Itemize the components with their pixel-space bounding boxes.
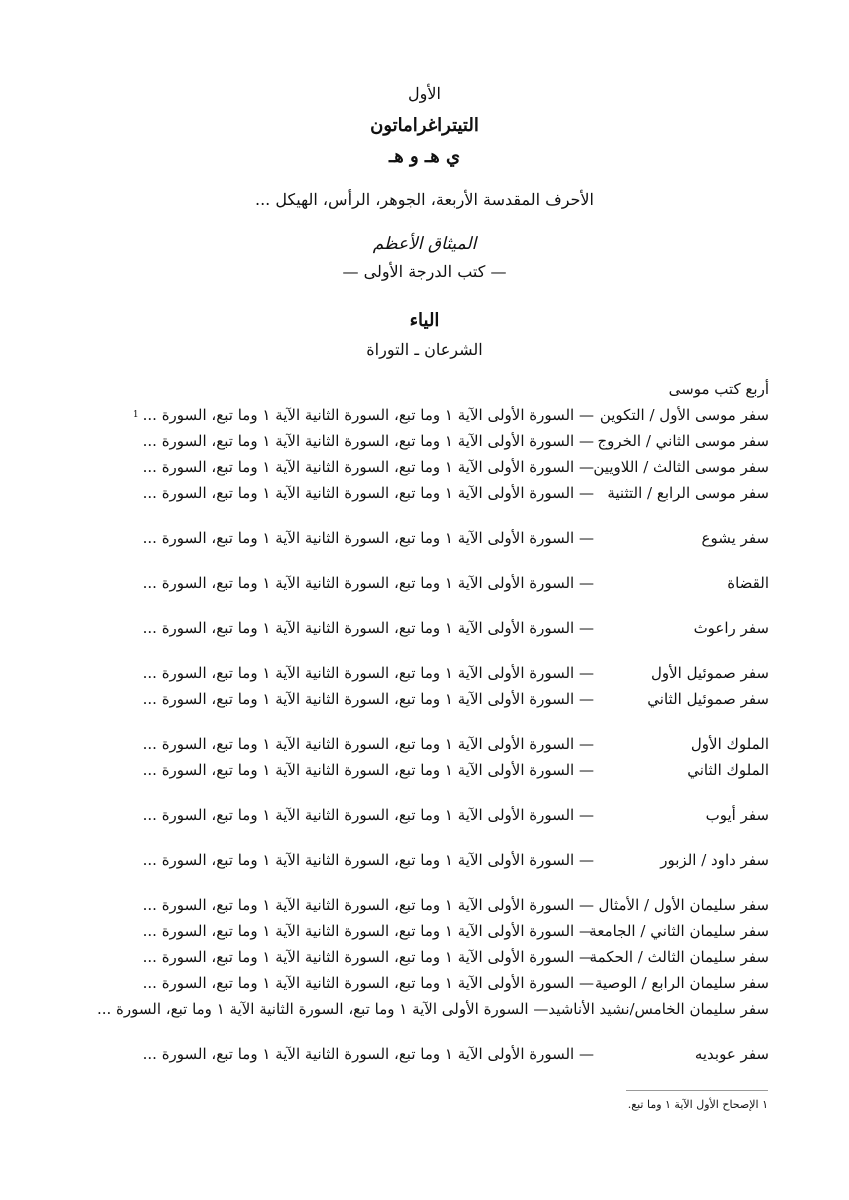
- book-name: سفر يشوع: [701, 529, 769, 547]
- book-chapters: — السورة الأولى الآية ١ وما تبع، السورة الثانية الآية ١ وما تبع، السورة ...: [142, 406, 594, 424]
- book-row: [69, 757, 769, 783]
- book-chapters: — السورة الأولى الآية ١ وما تبع، السورة الثانية الآية ١ وما تبع، السورة ...: [142, 806, 594, 824]
- footnote-text: الإصحاح الأول الآية ١ وما تبع.: [627, 1098, 759, 1111]
- book-row: [69, 918, 769, 944]
- book-group: [69, 525, 769, 551]
- book-name: سفر صموئيل الثاني: [647, 690, 769, 708]
- book-row: [69, 996, 769, 1022]
- book-chapters: — السورة الأولى الآية ١ وما تبع، السورة الثانية الآية ١ وما تبع، السورة ...: [142, 1045, 594, 1063]
- book-name: سفر سليمان الثالث / الحكمة: [589, 948, 769, 966]
- book-name: الملوك الثاني: [687, 761, 769, 779]
- book-chapters: — السورة الأولى الآية ١ وما تبع، السورة الثانية الآية ١ وما تبع، السورة ...: [142, 896, 594, 914]
- book-row: [69, 1041, 769, 1067]
- book-chapters: — السورة الأولى الآية ١ وما تبع، السورة الثانية الآية ١ وما تبع، السورة ...: [142, 458, 594, 476]
- book-chapters: — السورة الأولى الآية ١ وما تبع، السورة الثانية الآية ١ وما تبع، السورة ...: [142, 484, 594, 502]
- book-chapters: — السورة الأولى الآية ١ وما تبع، السورة الثانية الآية ١ وما تبع، السورة ...: [142, 529, 594, 547]
- book-name: سفر أيوب: [705, 806, 769, 824]
- footnote-mark: ١: [762, 1098, 768, 1111]
- section-subtitle: الشرعان ـ التوراة: [366, 340, 483, 359]
- book-row: [69, 944, 769, 970]
- book-group: [69, 570, 769, 596]
- book-chapters: — السورة الأولى الآية ١ وما تبع، السورة الثانية الآية ١ وما تبع، السورة ...: [142, 948, 594, 966]
- book-group: [69, 731, 769, 783]
- degree-heading: — كتب الدرجة الأولى —: [342, 262, 507, 281]
- book-row: [69, 402, 769, 428]
- book-group: [69, 802, 769, 828]
- book-name: سفر سليمان الخامس/نشيد الأناشيد: [548, 1000, 769, 1018]
- book-group: [69, 660, 769, 712]
- book-row: [69, 686, 769, 712]
- tetragram-letters: ي هـ و هـ: [388, 146, 461, 167]
- book-row: [69, 570, 769, 596]
- book-name: سفر سليمان الأول / الأمثال: [598, 896, 769, 914]
- book-name: سفر سليمان الثاني / الجامعة: [589, 922, 769, 940]
- books-groups: [69, 402, 769, 1067]
- header-first: الأول: [408, 84, 441, 103]
- footnote: [628, 1098, 768, 1111]
- book-name: الملوك الأول: [690, 735, 769, 753]
- book-name: سفر عوبديه: [694, 1045, 769, 1063]
- book-chapters: — السورة الأولى الآية ١ وما تبع، السورة الثانية الآية ١ وما تبع، السورة ...: [142, 851, 594, 869]
- book-chapters: — السورة الأولى الآية ١ وما تبع، السورة الثانية الآية ١ وما تبع، السورة ...: [142, 619, 594, 637]
- book-row: [69, 970, 769, 996]
- book-group: [69, 892, 769, 1022]
- book-chapters: — السورة الأولى الآية ١ وما تبع، السورة الثانية الآية ١ وما تبع، السورة ...: [142, 974, 594, 992]
- book-name: سفر موسى الثالث / اللاويين: [593, 458, 769, 476]
- book-row: [69, 731, 769, 757]
- book-group: [69, 615, 769, 641]
- book-chapters: — السورة الأولى الآية ١ وما تبع، السورة الثانية الآية ١ وما تبع، السورة ...: [142, 574, 594, 592]
- book-name: سفر موسى الرابع / التثنية: [607, 484, 769, 502]
- book-group: [69, 1041, 769, 1067]
- book-chapters: — السورة الأولى الآية ١ وما تبع، السورة الثانية الآية ١ وما تبع، السورة ...: [142, 922, 594, 940]
- footnote-rule: [626, 1090, 768, 1091]
- book-chapters: — السورة الأولى الآية ١ وما تبع، السورة الثانية الآية ١ وما تبع، السورة ...: [96, 1000, 549, 1018]
- section-title: الياء: [409, 310, 440, 331]
- book-chapters: — السورة الأولى الآية ١ وما تبع، السورة الثانية الآية ١ وما تبع، السورة ...: [142, 735, 594, 753]
- book-row: [69, 847, 769, 873]
- book-name: سفر داود / الزبور: [660, 851, 769, 869]
- book-row: [69, 480, 769, 506]
- book-name: القضاة: [727, 574, 769, 592]
- book-row: [69, 892, 769, 918]
- book-row: [69, 660, 769, 686]
- book-chapters: — السورة الأولى الآية ١ وما تبع، السورة الثانية الآية ١ وما تبع، السورة ...: [142, 761, 594, 779]
- book-name: سفر سليمان الرابع / الوصية: [594, 974, 769, 992]
- book-chapters: — السورة الأولى الآية ١ وما تبع، السورة الثانية الآية ١ وما تبع، السورة ...: [142, 664, 594, 682]
- subtitle: الأحرف المقدسة الأربعة، الجوهر، الرأس، الهيكل ...: [254, 190, 594, 209]
- document-title: التيتراغراماتون: [370, 115, 479, 136]
- book-name: سفر موسى الثاني / الخروج: [597, 432, 769, 450]
- book-group: [69, 402, 769, 506]
- book-row: [69, 454, 769, 480]
- book-chapters: — السورة الأولى الآية ١ وما تبع، السورة الثانية الآية ١ وما تبع، السورة ...: [142, 432, 594, 450]
- covenant-heading: الميثاق الأعظم: [372, 234, 477, 254]
- books-list: [69, 376, 769, 1067]
- footnote-reference: 1: [132, 410, 139, 420]
- book-name: سفر راعوث: [693, 619, 769, 637]
- book-name: سفر موسى الأول / التكوين: [599, 406, 769, 424]
- book-row: [69, 615, 769, 641]
- book-row: [69, 525, 769, 551]
- books-heading: أربع كتب موسى: [668, 380, 769, 398]
- book-name: سفر صموئيل الأول: [650, 664, 769, 682]
- book-row: [69, 802, 769, 828]
- book-group: [69, 847, 769, 873]
- book-chapters: — السورة الأولى الآية ١ وما تبع، السورة الثانية الآية ١ وما تبع، السورة ...: [142, 690, 594, 708]
- book-row: [69, 428, 769, 454]
